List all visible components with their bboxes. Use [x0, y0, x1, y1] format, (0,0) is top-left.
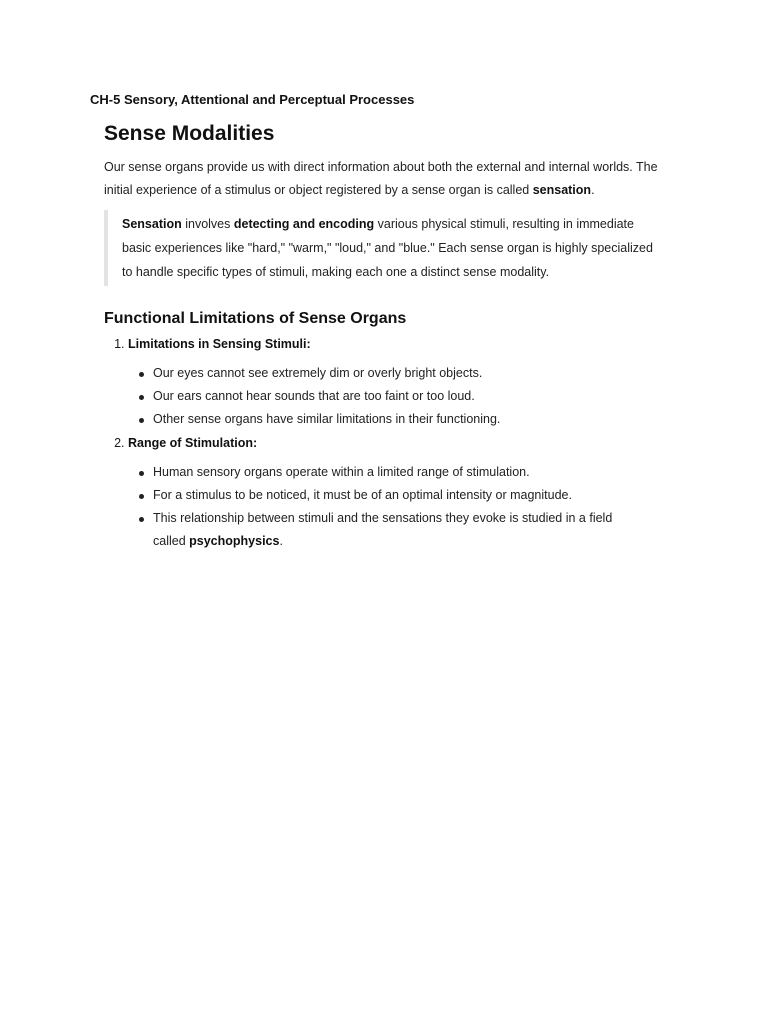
sub-list [128, 461, 664, 553]
quote-term: Sensation [122, 217, 182, 231]
list-item [128, 431, 664, 553]
quote-text-2: various physical stimuli, resulting in immediate basic experiences like "hard," "warm," "loud," and "blue." Each sense organ is highly specialized to handle specific types of stimuli, making each one a distinct sense modality. [122, 217, 653, 279]
definition-blockquote [104, 210, 664, 286]
bullet-icon [139, 372, 144, 377]
intro-end: . [591, 183, 595, 197]
section-heading: Functional Limitations of Sense Organs [104, 310, 407, 327]
list-item [128, 332, 664, 431]
page-title: Sense Modalities [104, 122, 275, 145]
quote-text-1: involves [181, 217, 234, 231]
bullet-icon [139, 517, 144, 522]
sub-list-item [153, 507, 664, 553]
bullet-icon [139, 395, 144, 400]
sub-list-item-text: For a stimulus to be noticed, it must be of an optimal intensity or magnitude. [153, 488, 572, 502]
sub-list-item [153, 385, 664, 408]
intro-bold-term: sensation [532, 183, 592, 197]
sub-list [128, 362, 664, 431]
psychophysics-term: psychophysics [189, 534, 280, 548]
psychophysics-text: This relationship between stimuli and the sensations they evoke is studied in a field called [153, 511, 613, 548]
list-item-title: Limitations in Sensing Stimuli: [128, 337, 311, 351]
list-item-title: Range of Stimulation: [128, 436, 258, 450]
sub-list-item-text: Human sensory organs operate within a limited range of stimulation. [153, 465, 530, 479]
sub-list-item [153, 484, 664, 507]
sub-list-item-text: Our eyes cannot see extremely dim or overly bright objects. [153, 366, 483, 380]
bullet-icon [139, 494, 144, 499]
sub-list-item [153, 362, 664, 385]
intro-text: Our sense organs provide us with direct information about both the external and internal worlds. The initial experience of a stimulus or object registered by a sense organ is called [104, 160, 658, 197]
document-content [104, 118, 664, 553]
sub-list-item [153, 408, 664, 431]
sub-list-item-text: Our ears cannot hear sounds that are too faint or too loud. [153, 389, 475, 403]
sub-list-item [153, 461, 664, 484]
intro-paragraph [104, 156, 664, 202]
psychophysics-end: . [279, 534, 283, 548]
sub-list-item-text [153, 507, 623, 553]
bullet-icon [139, 471, 144, 476]
sub-list-item-text: Other sense organs have similar limitations in their functioning. [153, 412, 501, 426]
limitations-list [104, 332, 664, 553]
bullet-icon [139, 418, 144, 423]
chapter-header: CH-5 Sensory, Attentional and Perceptual Processes [90, 92, 415, 107]
quote-bold-phrase: detecting and encoding [233, 217, 375, 231]
